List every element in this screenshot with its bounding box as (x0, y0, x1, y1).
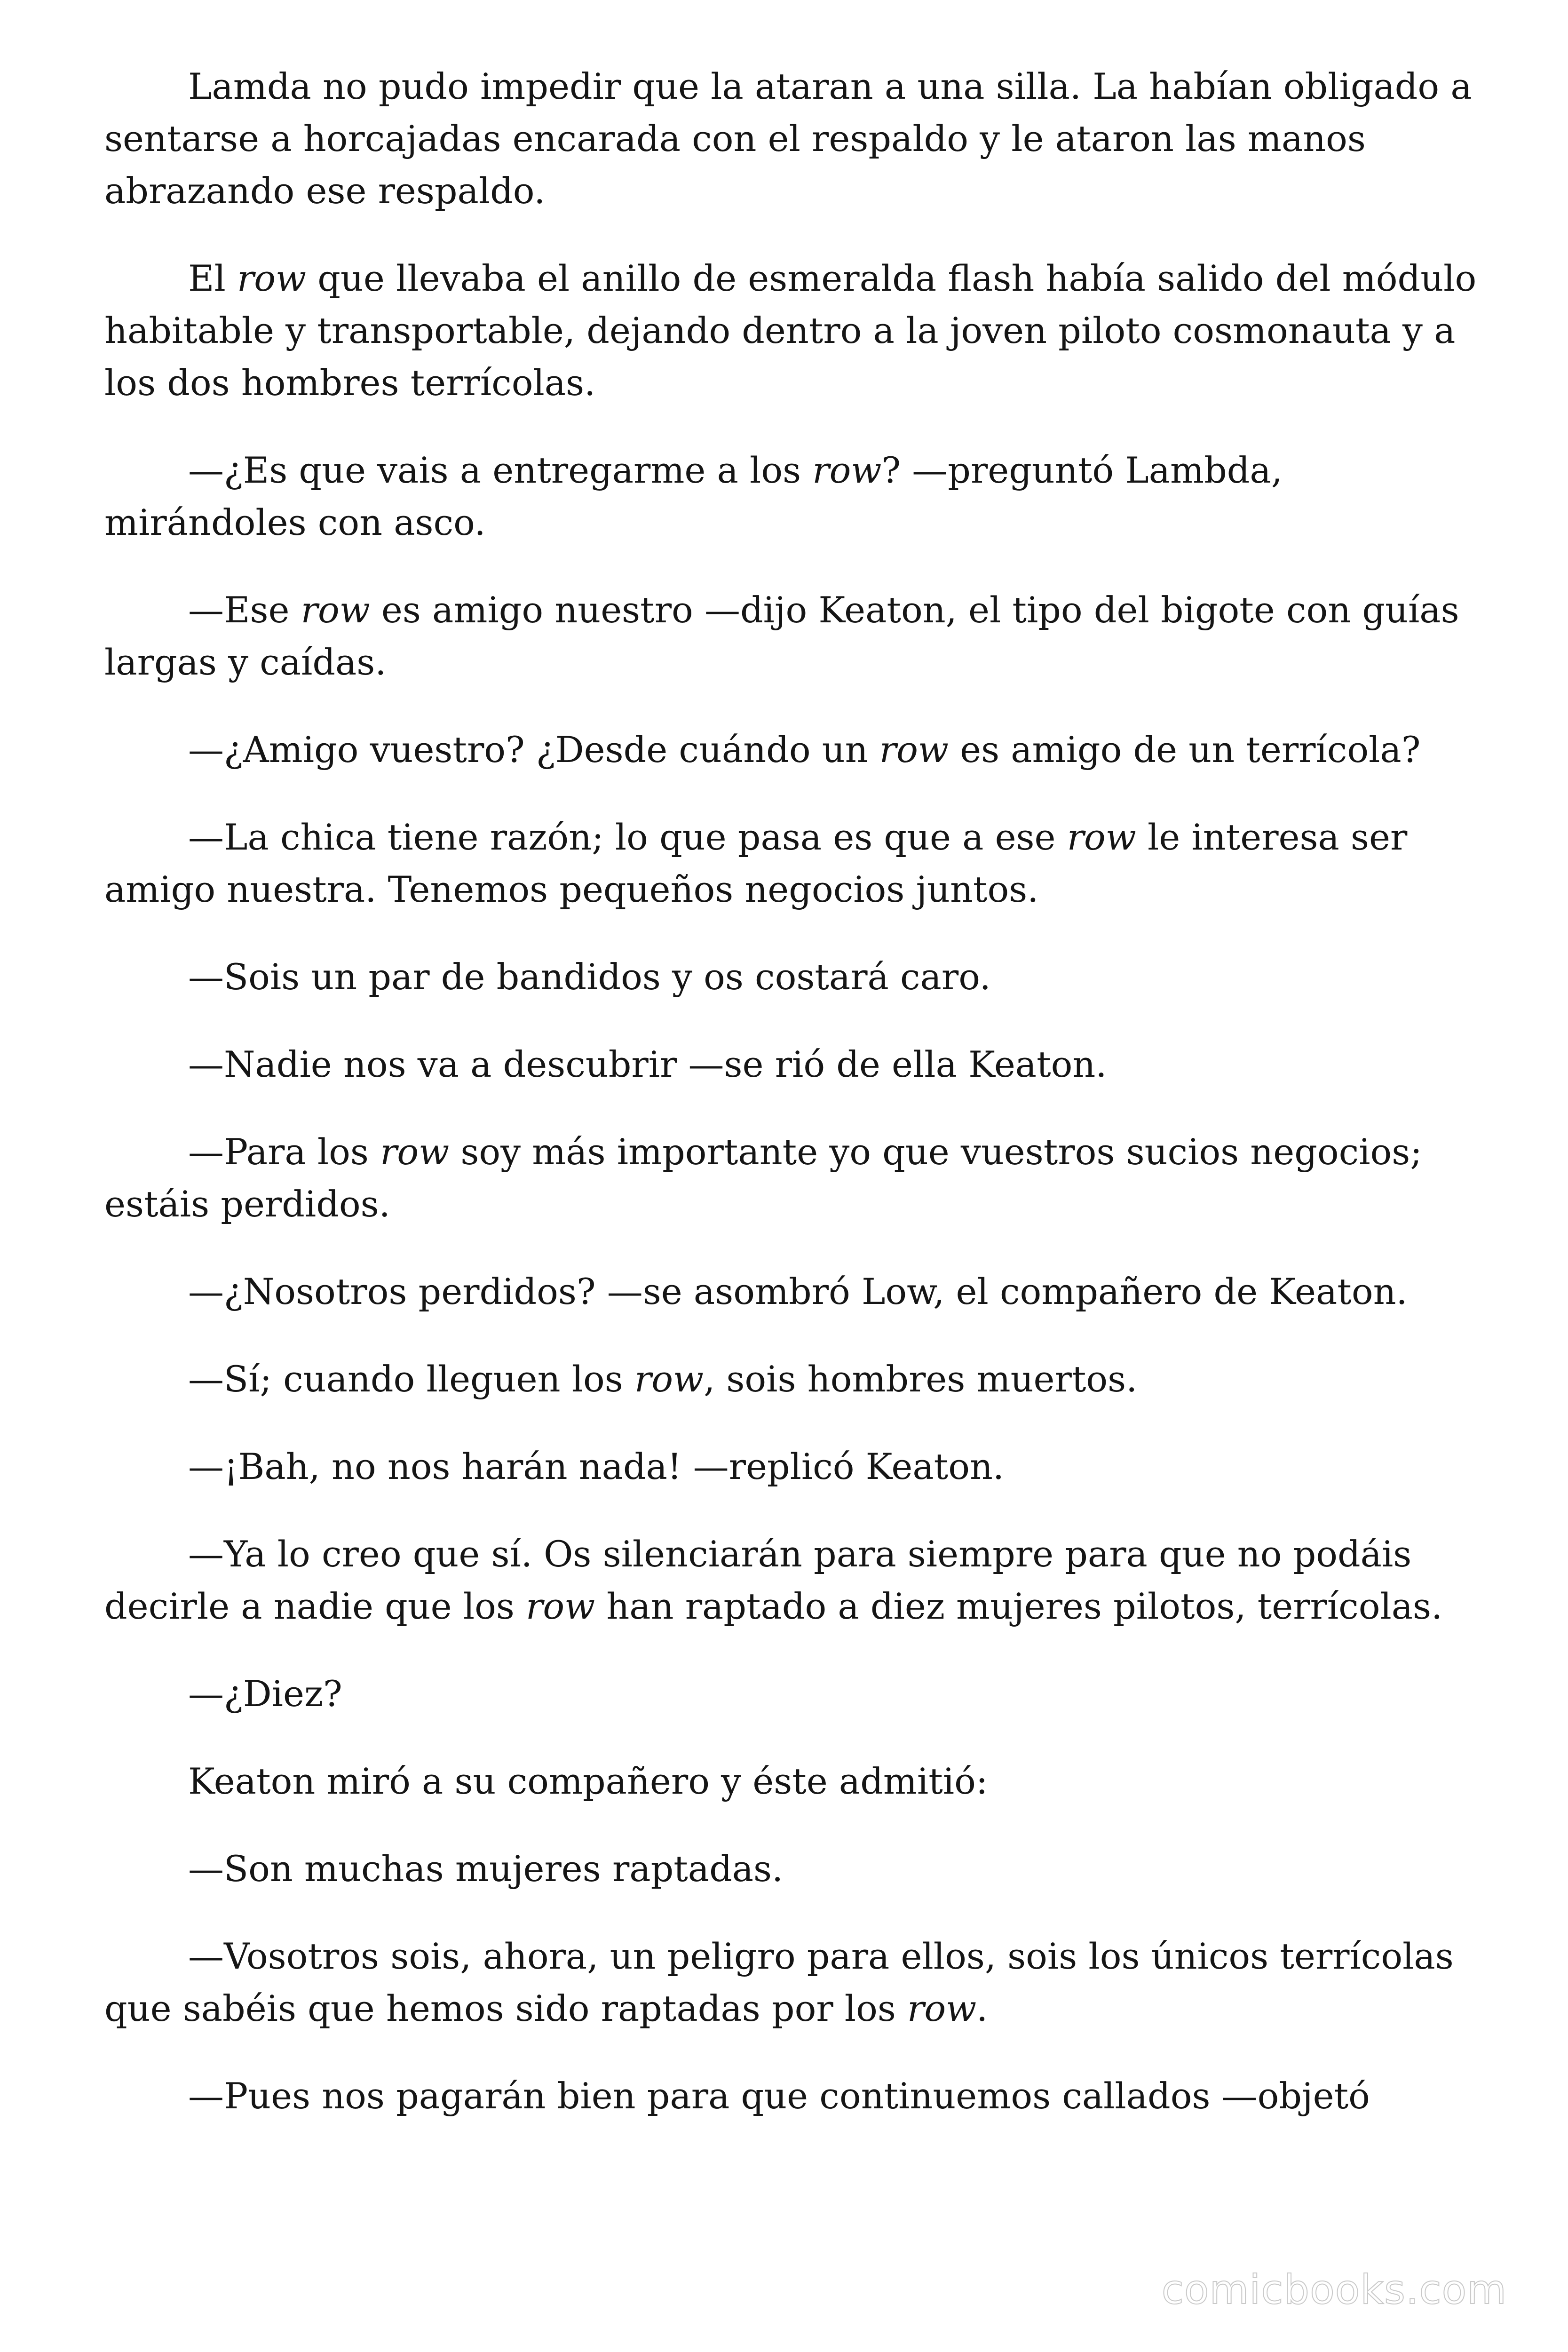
italic-text: row (301, 589, 370, 631)
paragraph (104, 1843, 1478, 1895)
paragraph (104, 1038, 1478, 1090)
paragraph (104, 1126, 1478, 1230)
paragraph-text: Keaton miró a su compañero y éste admitió: (188, 1760, 988, 1802)
paragraph-text: —La chica tiene razón; lo que pasa es que a ese (188, 816, 1067, 858)
paragraph (104, 1440, 1478, 1493)
paragraph-text: es amigo nuestro —dijo Keaton, el tipo del bigote con guías largas y caídas. (104, 589, 1459, 683)
italic-text: row (634, 1358, 704, 1400)
italic-text: row (879, 729, 949, 771)
paragraph-text: le interesa ser amigo nuestra. Tenemos pequeños negocios juntos. (104, 816, 1408, 910)
book-page (104, 60, 1478, 2157)
paragraph-text: —¿Es que vais a entregarme a los (188, 449, 813, 491)
paragraph (104, 1755, 1478, 1807)
paragraph-text: —Nadie nos va a descubrir —se rió de ella Keaton. (188, 1043, 1107, 1085)
italic-text: row (812, 449, 882, 491)
paragraph (104, 1668, 1478, 1720)
paragraph-text: soy más importante yo que vuestros sucios negocios; estáis perdidos. (104, 1131, 1422, 1225)
paragraph-text: han raptado a diez mujeres pilotos, terrícolas. (595, 1585, 1443, 1627)
paragraph-text: que llevaba el anillo de esmeralda flash había salido del módulo habitable y transportable, dejando dentro a la joven piloto cosmonauta y a los dos hombres terrícolas. (104, 257, 1477, 404)
italic-text: row (237, 257, 307, 299)
paragraph (104, 1528, 1478, 1632)
paragraph-text: —Son muchas mujeres raptadas. (188, 1848, 784, 1890)
paragraph-text: —Vosotros sois, ahora, un peligro para ellos, sois los únicos terrícolas que sabéis que hemos sido raptadas por los (104, 1935, 1454, 2029)
paragraph-text: —¿Amigo vuestro? ¿Desde cuándo un (188, 729, 879, 771)
italic-text: row (907, 1987, 977, 2029)
paragraph-text: —Sois un par de bandidos y os costará caro. (188, 956, 991, 998)
italic-text: row (380, 1131, 450, 1173)
paragraph-text: —Ese (188, 589, 301, 631)
paragraph (104, 252, 1478, 409)
paragraph-text: —Pues nos pagarán bien para que continuemos callados —objetó (188, 2075, 1370, 2117)
paragraph (104, 60, 1478, 217)
paragraph (104, 1265, 1478, 1318)
paragraph-text: —¡Bah, no nos harán nada! —replicó Keaton. (188, 1446, 1005, 1487)
paragraph (104, 951, 1478, 1003)
paragraph-text: —Ya lo creo que sí. Os silenciarán para siempre para que no podáis decirle a nadie que los (104, 1533, 1412, 1627)
paragraph-text: —¿Diez? (188, 1673, 342, 1715)
italic-text: row (1067, 816, 1136, 858)
paragraph (104, 723, 1478, 776)
watermark: comicbooks.com (1161, 2266, 1507, 2313)
paragraph (104, 1930, 1478, 2034)
paragraph-text: , sois hombres muertos. (704, 1358, 1138, 1400)
paragraph-text: El (188, 257, 237, 299)
paragraph-text: —¿Nosotros perdidos? —se asombró Low, el compañero de Keaton. (188, 1271, 1408, 1312)
paragraph-text: Lamda no pudo impedir que la ataran a una silla. La habían obligado a sentarse a horcajadas encarada con el respaldo y le ataron las manos abrazando ese respaldo. (104, 65, 1472, 212)
paragraph-text: —Para los (188, 1131, 380, 1173)
paragraph-text: . (976, 1987, 988, 2029)
paragraph-text: ? —preguntó Lambda, mirándoles con asco. (104, 449, 1283, 543)
paragraph (104, 2070, 1478, 2122)
paragraph (104, 584, 1478, 688)
paragraph (104, 1353, 1478, 1405)
paragraph (104, 811, 1478, 915)
italic-text: row (526, 1585, 595, 1627)
paragraph-text: —Sí; cuando lleguen los (188, 1358, 634, 1400)
paragraph (104, 444, 1478, 548)
paragraph-text: es amigo de un terrícola? (948, 729, 1421, 771)
